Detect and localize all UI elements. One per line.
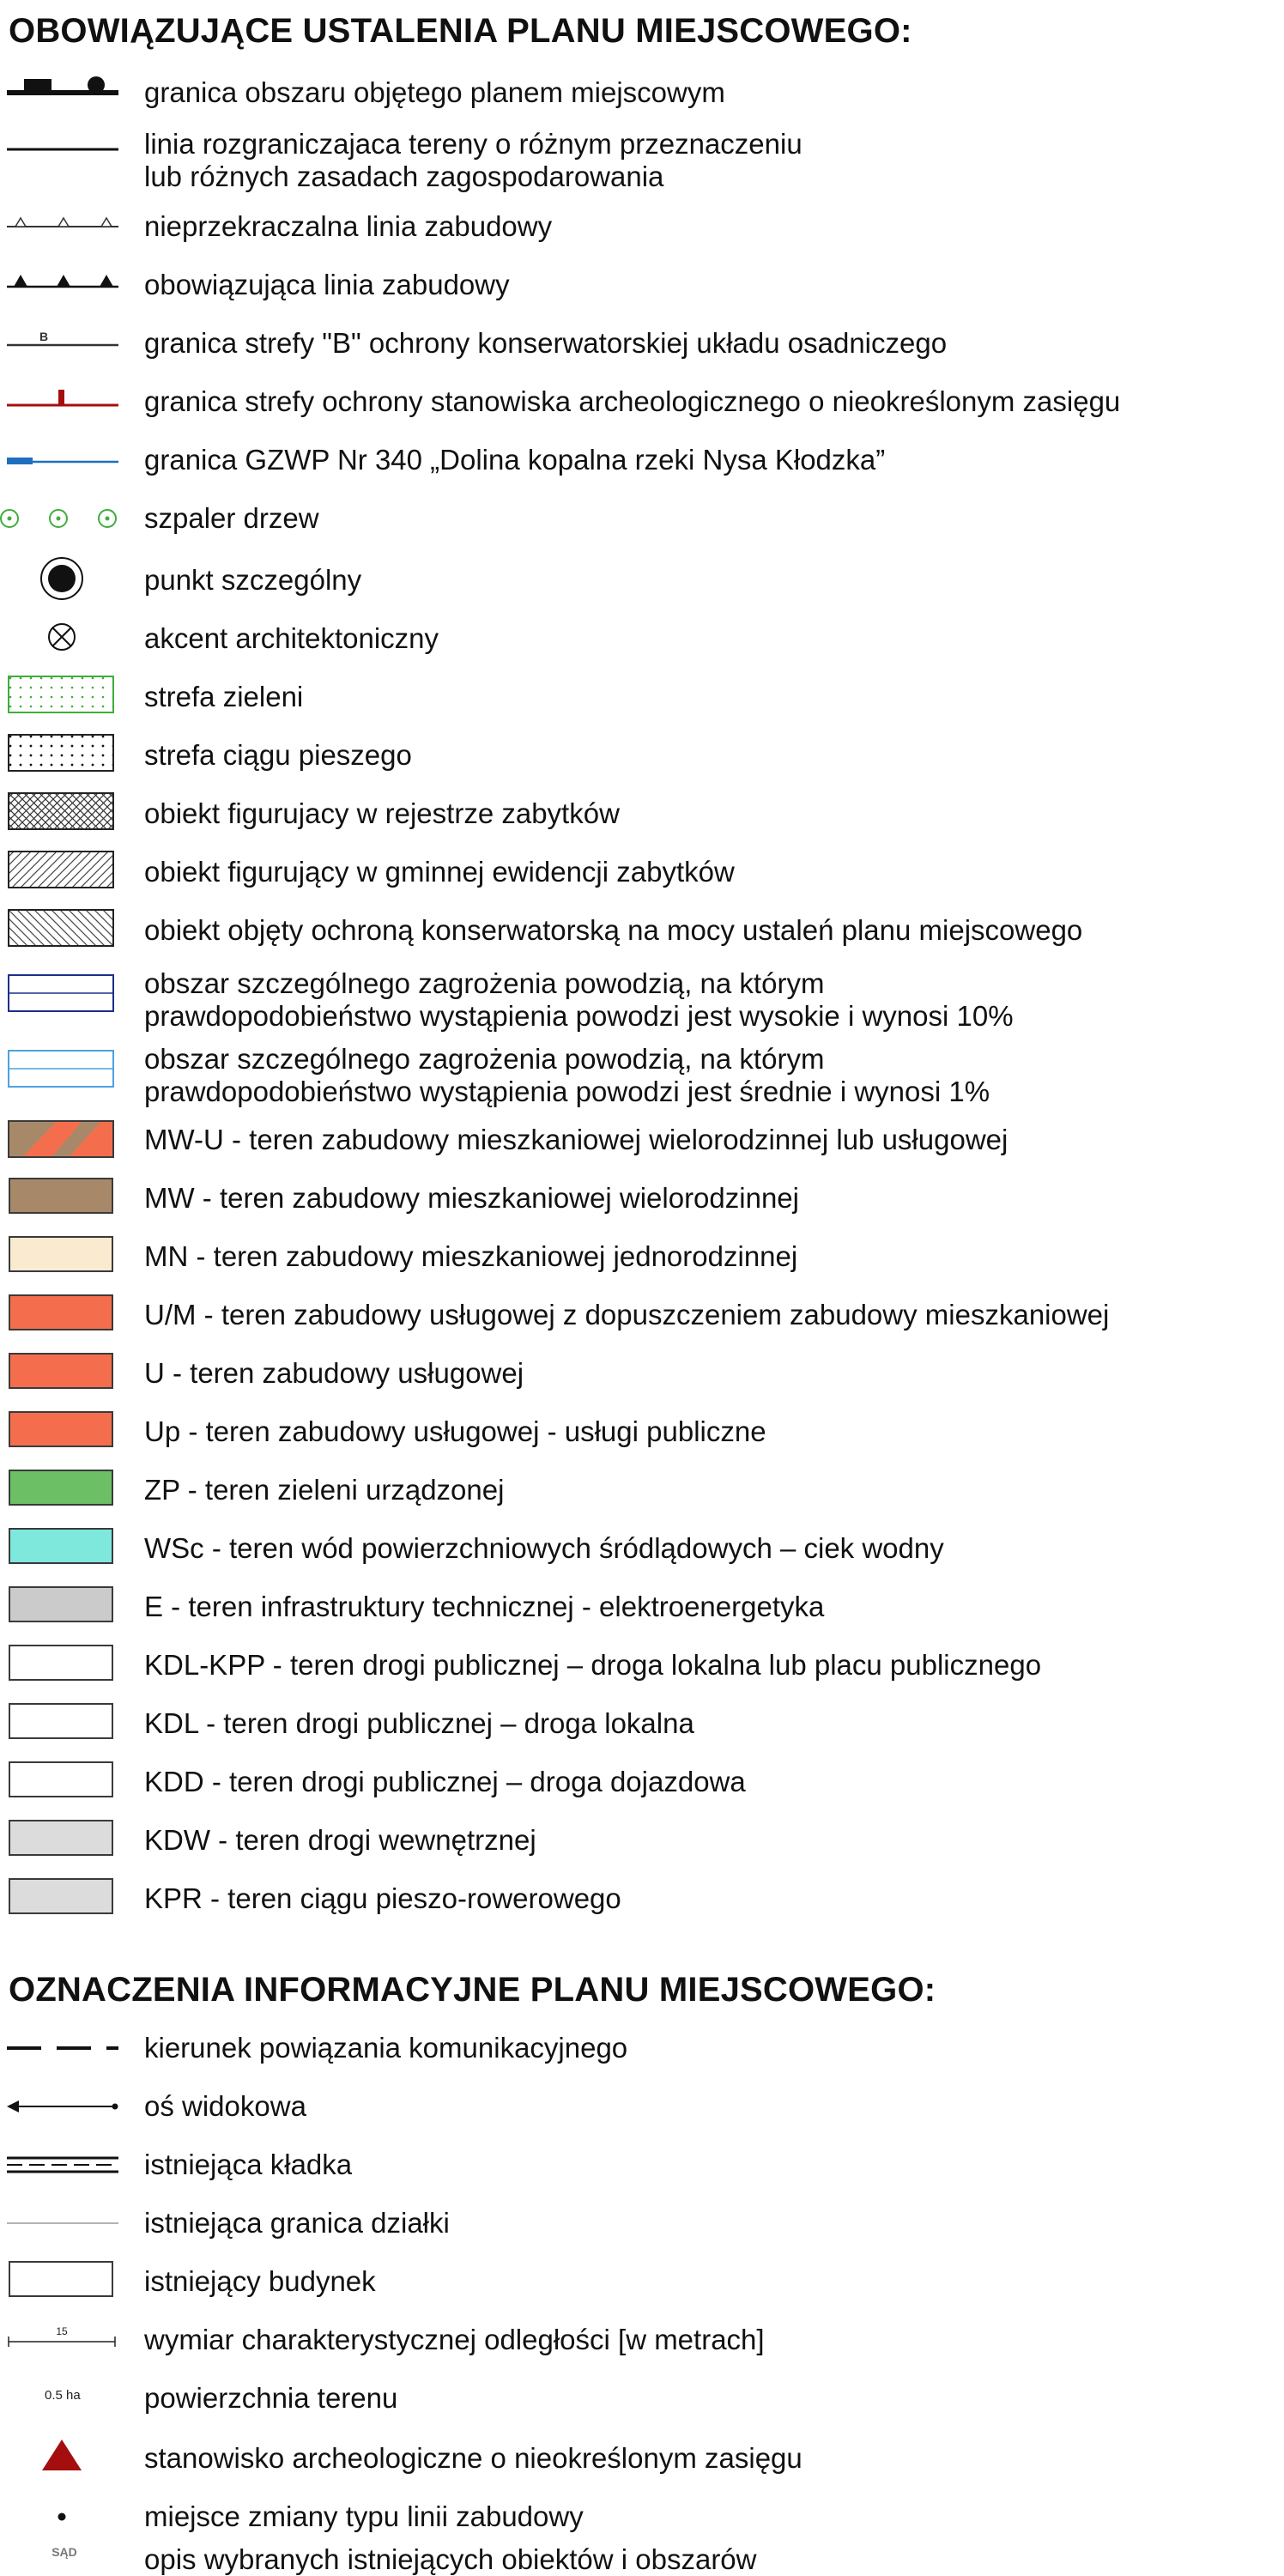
sample-description-glyph bbox=[34, 2544, 94, 2560]
up-swatch bbox=[9, 1411, 113, 1447]
crosshatch-pattern-icon bbox=[7, 791, 115, 831]
informative-section-title: OZNACZENIA INFORMACYJNE PLANU MIEJSCOWEGO: bbox=[9, 1971, 936, 2009]
legend-label-line-2: lub różnych zasadach zagospodarowania bbox=[144, 161, 664, 192]
legend-label: strefa ciągu pieszego bbox=[144, 739, 412, 771]
special-point-icon bbox=[7, 555, 118, 601]
tree-row-icon bbox=[0, 498, 120, 532]
u-swatch bbox=[9, 1353, 113, 1389]
legend-label-line-2: prawdopodobieństwo wystąpienia powodzi jest średnie i wynosi 1% bbox=[144, 1076, 990, 1107]
kdw-swatch bbox=[9, 1820, 113, 1856]
dimension-value-glyph: 15 bbox=[56, 2325, 68, 2337]
legend-label: obiekt objęty ochroną konserwatorską na mocy ustaleń planu miejscowego bbox=[144, 914, 1083, 946]
zone-b-glyph: B bbox=[39, 330, 49, 343]
legend-label: Up - teren zabudowy usługowej - usługi publiczne bbox=[144, 1415, 766, 1447]
area-sample-glyph: 0.5 ha bbox=[45, 2388, 81, 2403]
sample-description-line-1: SĄD bbox=[51, 2545, 77, 2559]
thin-grey-line-icon bbox=[7, 2203, 118, 2237]
back-hatch-pattern-icon bbox=[7, 908, 115, 948]
legend-label: istniejąca kładka bbox=[144, 2149, 353, 2180]
dot-icon bbox=[7, 2496, 118, 2531]
wsc-swatch bbox=[9, 1528, 113, 1564]
legend-label: KPR - teren ciągu pieszo-rowerowego bbox=[144, 1882, 621, 1914]
legend-label: granica strefy ochrony stanowiska archeologicznego o nieokreślonym zasięgu bbox=[144, 385, 1121, 417]
architectural-accent-icon bbox=[7, 616, 118, 654]
dimension-line-icon bbox=[7, 2319, 118, 2354]
legend-label: powierzchnia terenu bbox=[144, 2382, 398, 2414]
legend-label: MW-U - teren zabudowy mieszkaniowej wielorodzinnej lub usługowej bbox=[144, 1124, 1008, 1155]
green-zone-pattern-icon bbox=[7, 675, 115, 714]
legend-label: oś widokowa bbox=[144, 2090, 306, 2122]
legend-label: obszar szczególnego zagrożenia powodzią, na którym bbox=[144, 967, 825, 999]
dashed-line-icon bbox=[7, 2027, 118, 2062]
kdd-swatch bbox=[9, 1761, 113, 1797]
legend-label: granica strefy "B" ochrony konserwatorskiej układu osadniczego bbox=[144, 327, 948, 359]
flood-10-pattern-icon bbox=[7, 973, 115, 1013]
legend-label: strefa zieleni bbox=[144, 681, 304, 712]
legend-label: KDD - teren drogi publicznej – droga dojazdowa bbox=[144, 1766, 746, 1797]
zone-b-line-icon bbox=[7, 323, 118, 357]
footbridge-line-icon bbox=[7, 2144, 118, 2179]
zp-swatch bbox=[9, 1470, 113, 1506]
legend-label: U/M - teren zabudowy usługowej z dopuszczeniem zabudowy mieszkaniowej bbox=[144, 1299, 1110, 1330]
u-m-swatch bbox=[9, 1294, 113, 1330]
legend-label: KDW - teren drogi wewnętrznej bbox=[144, 1824, 536, 1856]
filled-triangle-line-icon bbox=[7, 264, 118, 299]
legend-label: KDL-KPP - teren drogi publicznej – droga lokalna lub placu publicznego bbox=[144, 1649, 1042, 1681]
legend-label: szpaler drzew bbox=[144, 502, 319, 534]
gzwp-line-icon bbox=[7, 439, 118, 474]
legend-label: obowiązująca linia zabudowy bbox=[144, 269, 510, 300]
red-triangle-icon bbox=[7, 2434, 118, 2477]
legend-label: wymiar charakterystycznej odległości [w metrach] bbox=[144, 2324, 765, 2355]
e-swatch bbox=[9, 1586, 113, 1622]
legend-label: kierunek powiązania komunikacyjnego bbox=[144, 2032, 628, 2064]
legend-label: MW - teren zabudowy mieszkaniowej wielorodzinnej bbox=[144, 1182, 799, 1214]
archaeology-line-icon bbox=[7, 381, 118, 415]
legend-label: ZP - teren zieleni urządzonej bbox=[144, 1474, 505, 1506]
pedestrian-zone-pattern-icon bbox=[7, 733, 115, 773]
legend-label: E - teren infrastruktury technicznej - elektroenergetyka bbox=[144, 1591, 825, 1622]
legend-label: istniejący budynek bbox=[144, 2265, 376, 2297]
legend-label: nieprzekraczalna linia zabudowy bbox=[144, 210, 553, 242]
legend-label: linia rozgraniczajaca tereny o różnym przeznaczeniu bbox=[144, 128, 802, 160]
open-triangle-line-icon bbox=[7, 206, 118, 240]
legend-label: akcent architektoniczny bbox=[144, 622, 439, 654]
legend-label: MN - teren zabudowy mieszkaniowej jednorodzinnej bbox=[144, 1240, 798, 1272]
legend-label: miejsce zmiany typu linii zabudowy bbox=[144, 2500, 584, 2532]
legend-label: stanowisko archeologiczne o nieokreślonym zasięgu bbox=[144, 2442, 802, 2474]
kdl-swatch bbox=[9, 1703, 113, 1739]
mn-swatch bbox=[9, 1236, 113, 1272]
existing-building-box bbox=[9, 2261, 113, 2297]
legend-label: obiekt figurujący w gminnej ewidencji zabytków bbox=[144, 856, 735, 888]
demarcation-line-icon bbox=[7, 125, 118, 160]
forward-hatch-pattern-icon bbox=[7, 850, 115, 889]
legend-label: U - teren zabudowy usługowej bbox=[144, 1357, 524, 1389]
plan-boundary-line-icon bbox=[7, 69, 118, 112]
view-axis-arrow-icon bbox=[7, 2086, 118, 2120]
legend-label-line-2: prawdopodobieństwo wystąpienia powodzi jest wysokie i wynosi 10% bbox=[144, 1000, 1014, 1032]
kpr-swatch bbox=[9, 1878, 113, 1914]
legend-label: obiekt figurujacy w rejestrze zabytków bbox=[144, 797, 620, 829]
kdl-kpp-swatch bbox=[9, 1645, 113, 1681]
flood-1-pattern-icon bbox=[7, 1049, 115, 1088]
legend-label: opis wybranych istniejących obiektów i obszarów bbox=[144, 2543, 757, 2575]
legend-label: WSc - teren wód powierzchniowych śródlądowych – ciek wodny bbox=[144, 1532, 944, 1564]
mw-swatch bbox=[9, 1178, 113, 1214]
legend-label: granica GZWP Nr 340 „Dolina kopalna rzeki Nysa Kłodzka” bbox=[144, 444, 886, 476]
legend-label: punkt szczególny bbox=[144, 564, 362, 596]
binding-section-title: OBOWIĄZUJĄCE USTALENIA PLANU MIEJSCOWEGO: bbox=[9, 12, 912, 50]
mw-u-swatch-icon bbox=[7, 1119, 115, 1159]
legend-label: granica obszaru objętego planem miejscowym bbox=[144, 76, 725, 108]
legend-label: KDL - teren drogi publicznej – droga lokalna bbox=[144, 1707, 694, 1739]
legend-label: obszar szczególnego zagrożenia powodzią, na którym bbox=[144, 1043, 825, 1075]
legend-label: istniejąca granica działki bbox=[144, 2207, 450, 2239]
